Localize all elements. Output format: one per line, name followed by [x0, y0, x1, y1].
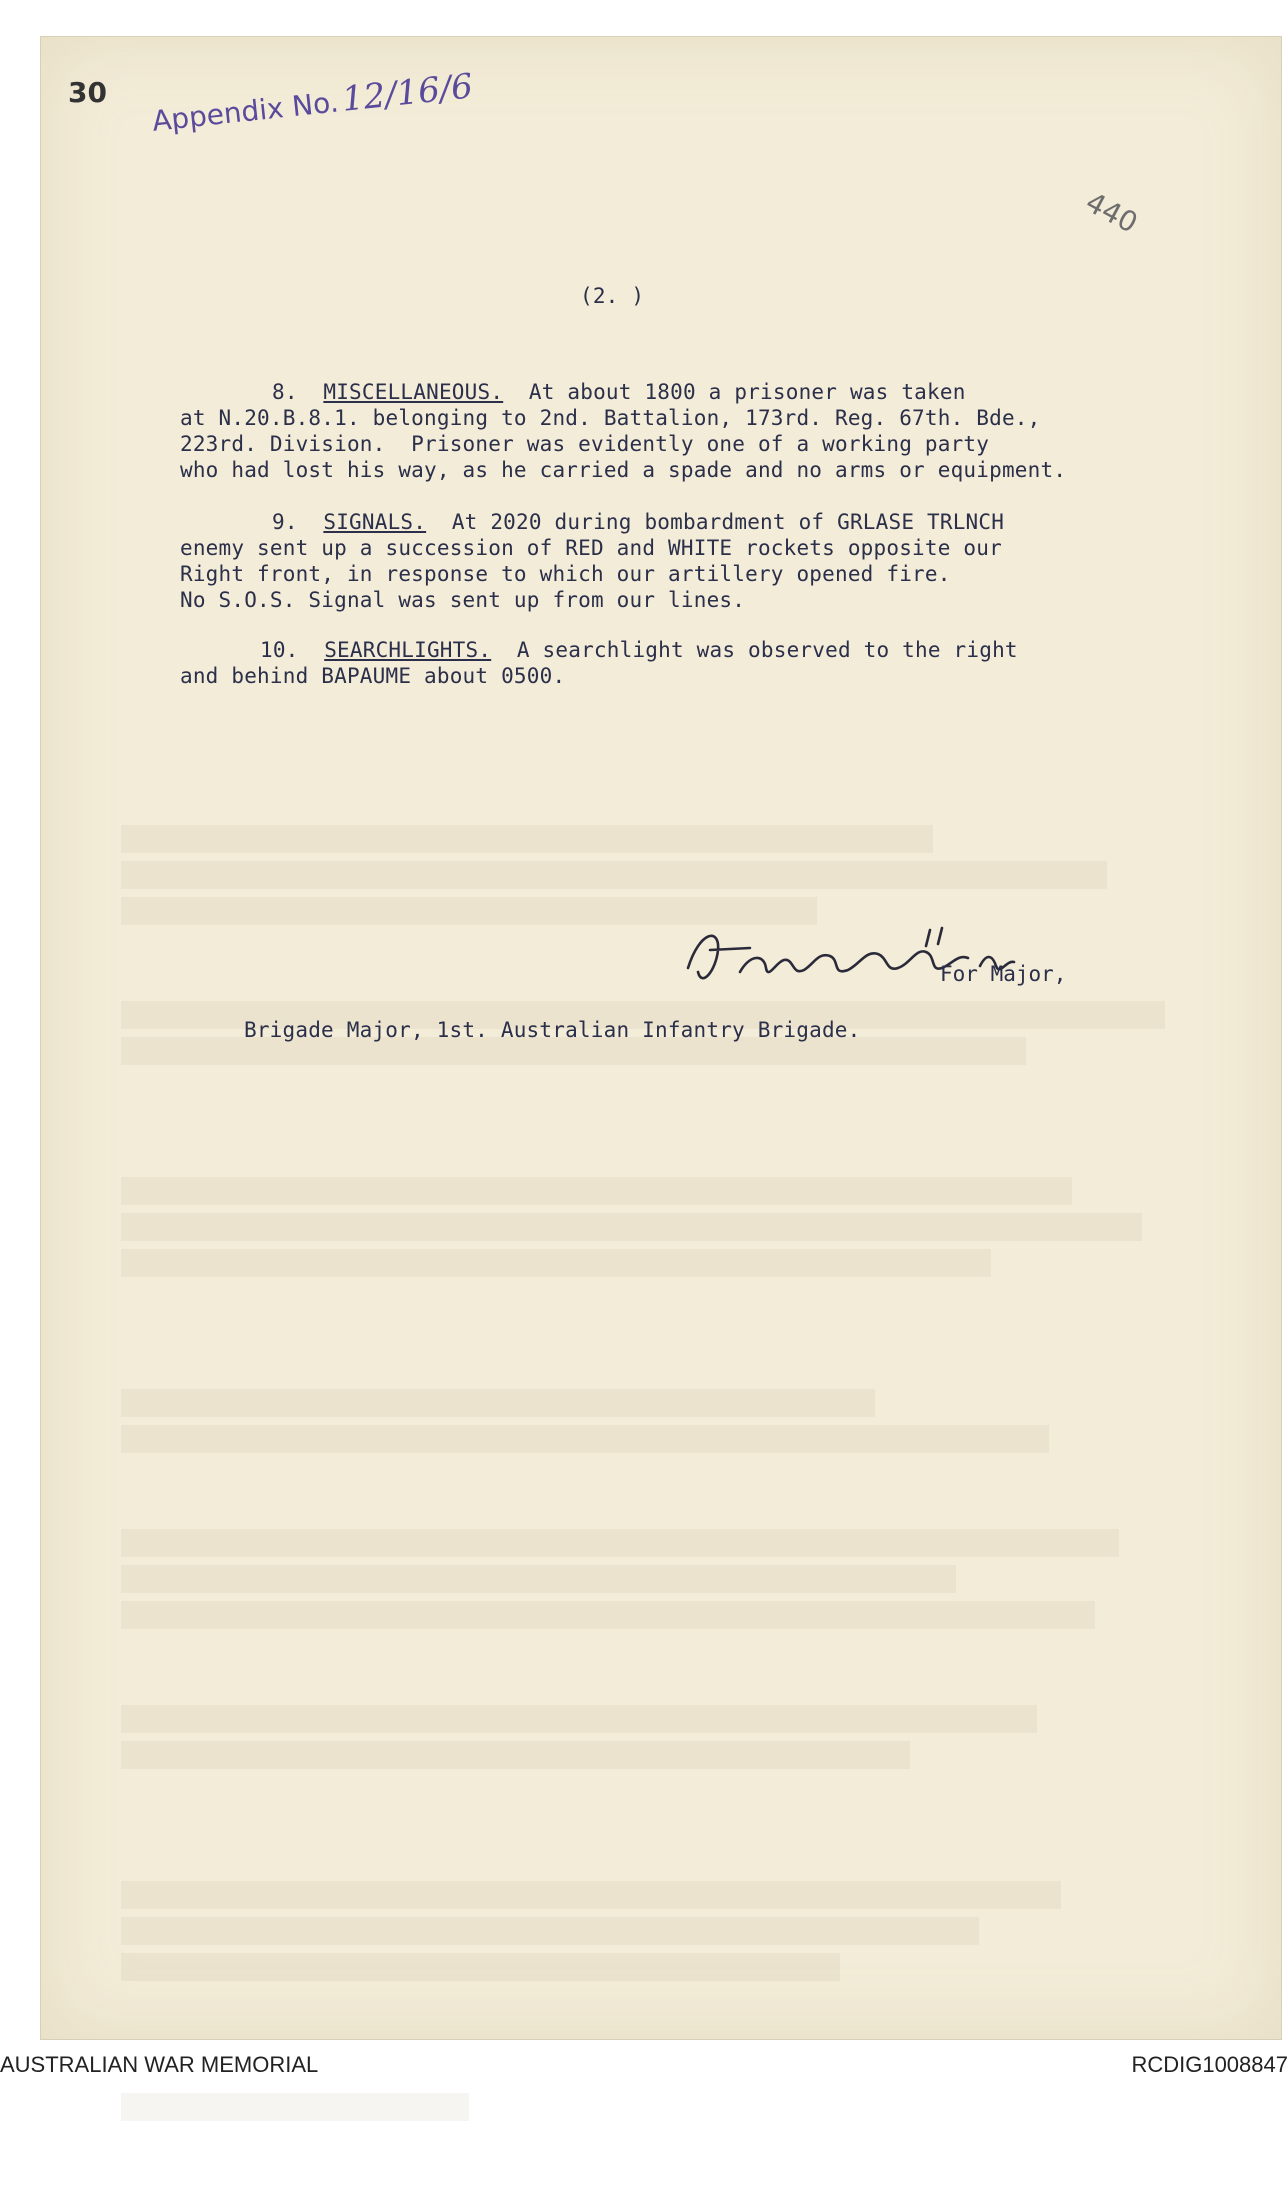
paragraph-line: who had lost his way, as he carried a spade and no arms or equipment.: [180, 458, 1067, 482]
paragraph-number: 9.: [272, 510, 298, 534]
handwritten-signature: [680, 910, 1025, 1000]
paragraph-heading: SEARCHLIGHTS.: [324, 638, 492, 662]
paragraph-line: A searchlight was observed to the right: [516, 638, 1018, 662]
paragraph-line: at N.20.B.8.1. belonging to 2nd. Battalion, 173rd. Reg. 67th. Bde.,: [180, 406, 1041, 430]
margin-page-number: 30: [68, 76, 107, 109]
folio-stamp: 440: [1080, 185, 1144, 240]
appendix-number: 12/16/6: [340, 66, 475, 120]
footer-archive-name: AUSTRALIAN WAR MEMORIAL: [0, 2052, 319, 2077]
paragraph-number: 8.: [272, 380, 298, 404]
paragraph-line: At about 1800 a prisoner was taken: [528, 380, 966, 404]
for-major-text: For Major,: [940, 962, 1067, 986]
paragraph-line: At 2020 during bombardment of GRLASE TRLNCH: [451, 510, 1005, 534]
paragraph-line: and behind BAPAUME about 0500.: [180, 664, 566, 688]
appendix-label: Appendix No.: [150, 85, 341, 138]
paragraph-9-first-line: [272, 509, 1004, 535]
paragraph-line: 223rd. Division. Prisoner was evidently one of a working party: [180, 432, 990, 456]
paragraph-number: 10.: [260, 638, 299, 662]
page-heading: (2. ): [580, 284, 645, 308]
paragraph-line: No S.O.S. Signal was sent up from our lines.: [180, 588, 746, 612]
paragraph-heading: SIGNALS.: [323, 510, 427, 534]
paragraph-8-first-line: [272, 379, 966, 405]
paragraph-line: Right front, in response to which our artillery opened fire.: [180, 562, 951, 586]
paragraph-line: enemy sent up a succession of RED and WHITE rockets opposite our: [180, 536, 1002, 560]
signatory-title: Brigade Major, 1st. Australian Infantry Brigade.: [244, 1018, 861, 1042]
paragraph-heading: MISCELLANEOUS.: [323, 380, 504, 404]
paragraph-10-first-line: [260, 637, 1018, 663]
footer-record-id: RCDIG1008847: [1131, 2052, 1288, 2077]
